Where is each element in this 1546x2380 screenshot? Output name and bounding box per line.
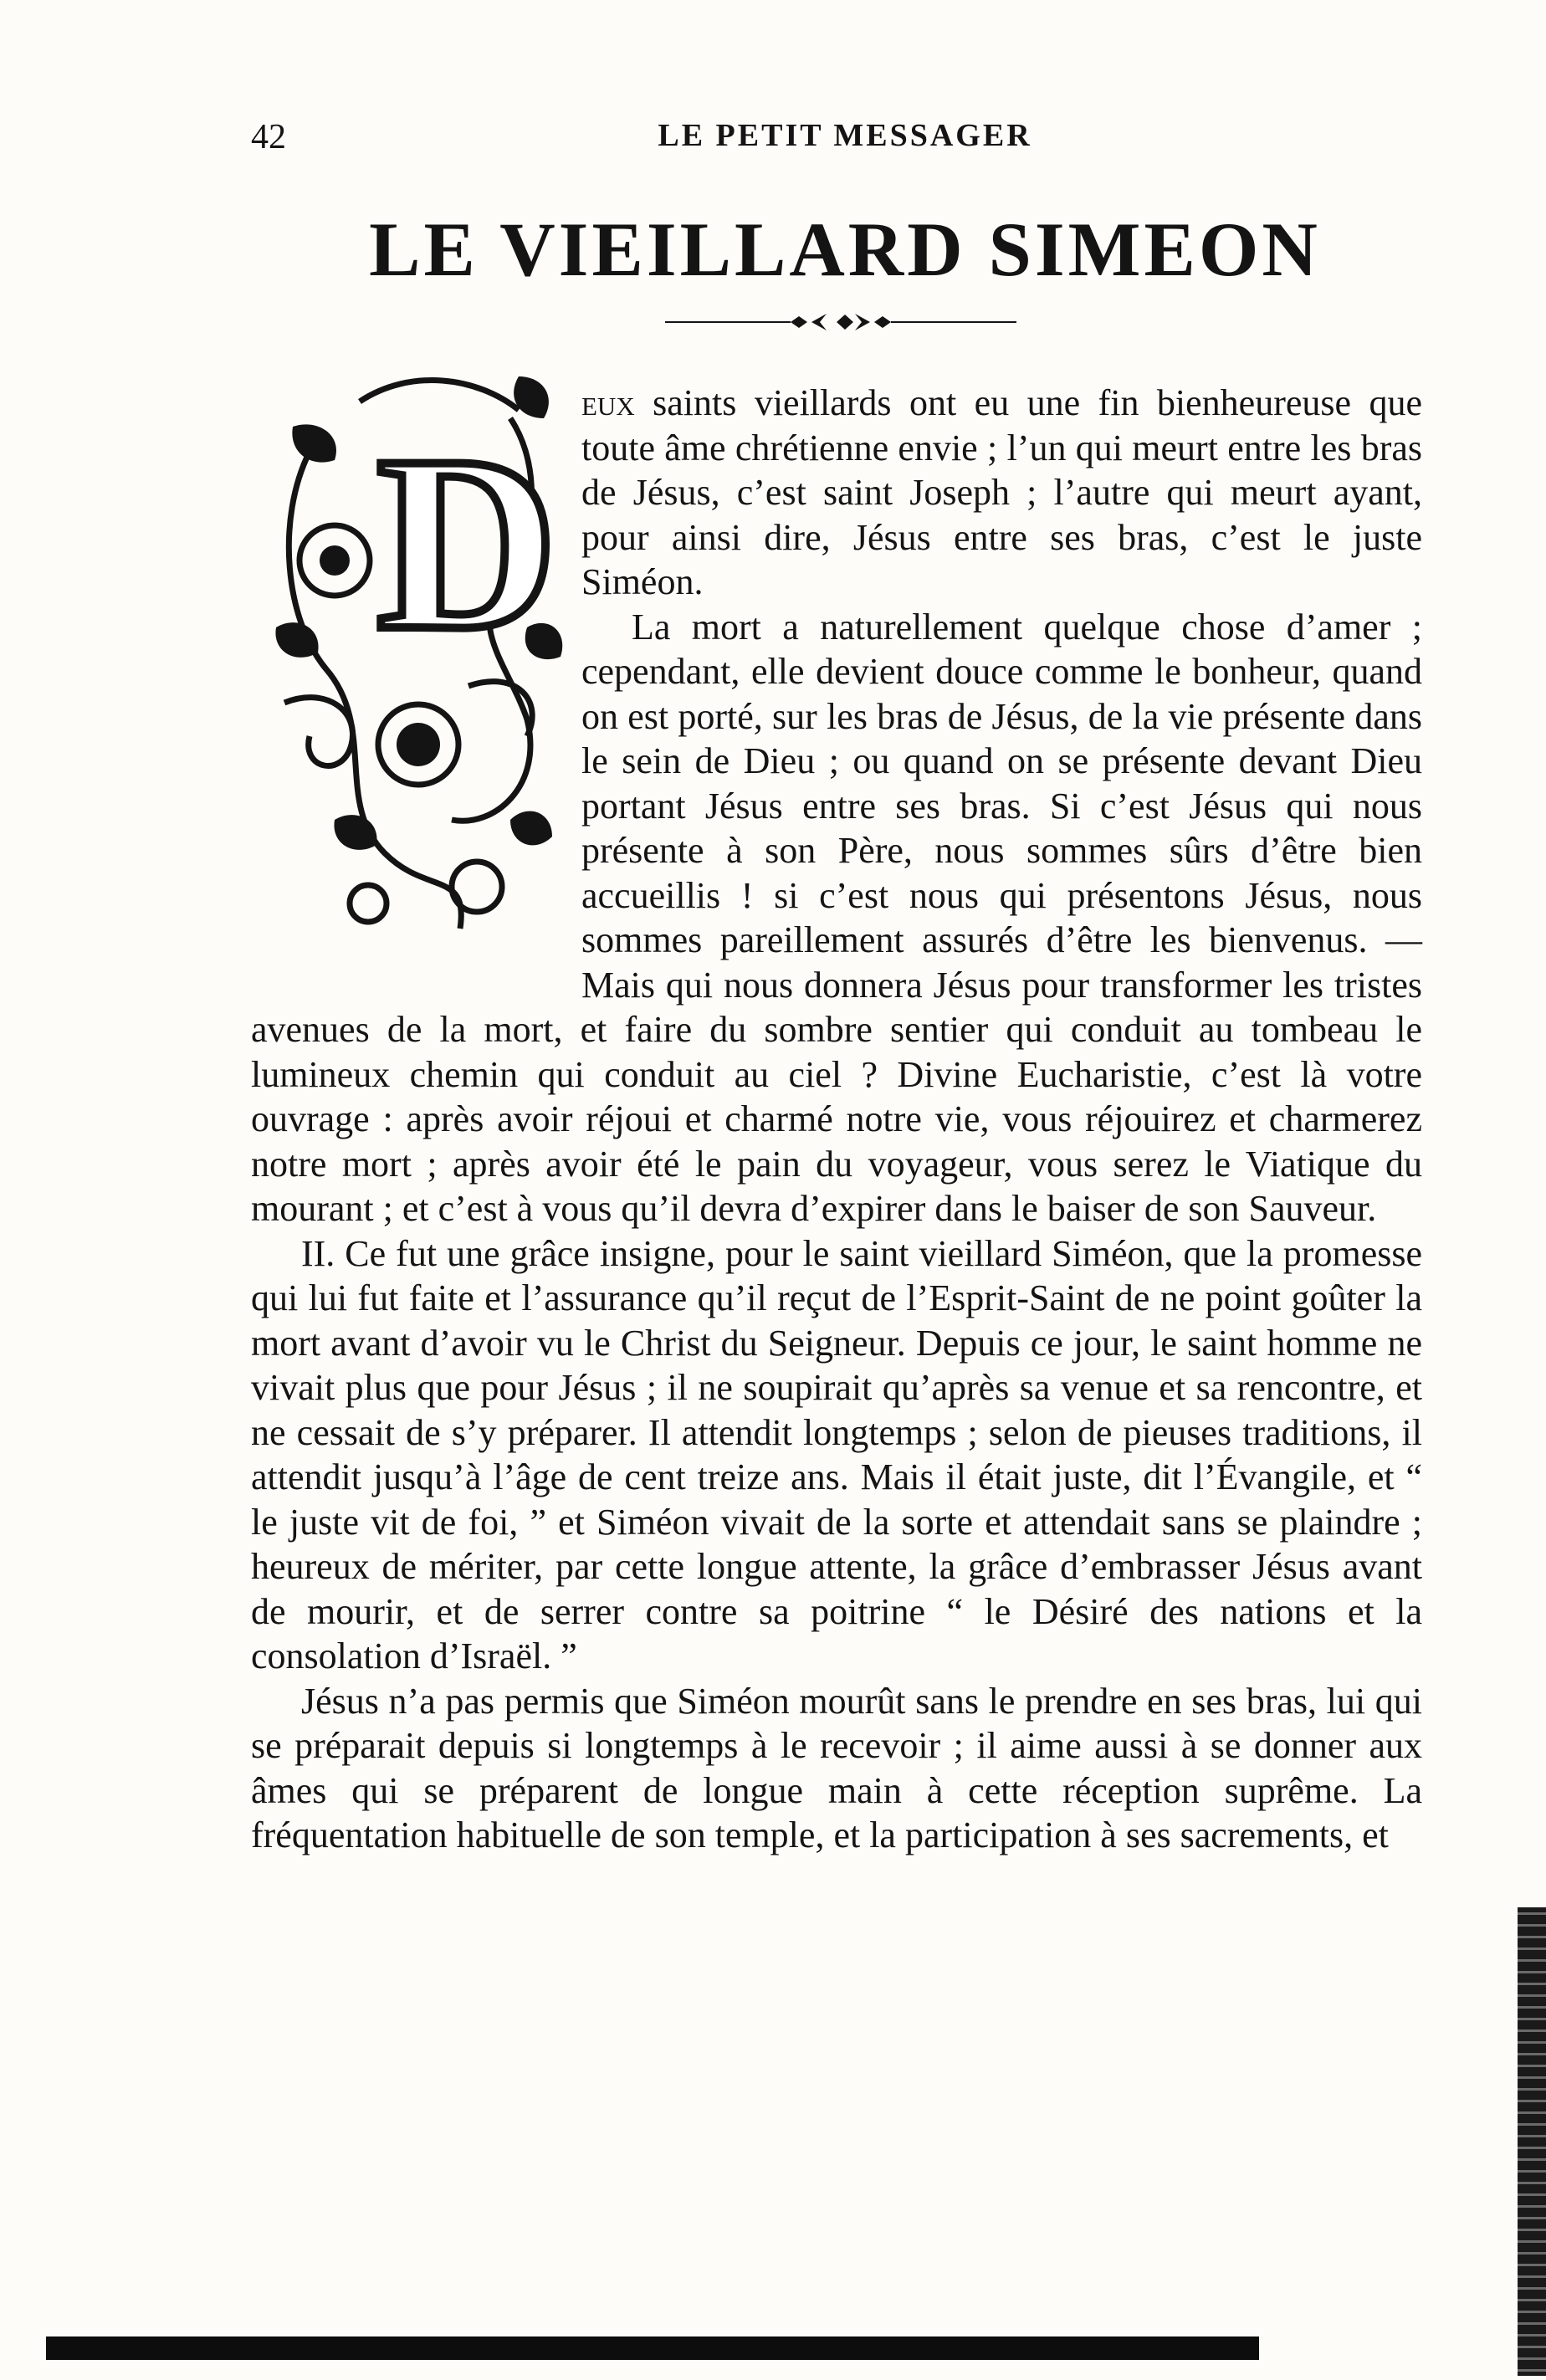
title-ornament [665, 310, 1016, 335]
initial-space [251, 381, 581, 979]
paragraph-2: La mort a naturellement quelque chose d’amer ; cependant, elle devient douce comme le bonheur, quand on est porté, sur les bras de Jésus, de la vie présente dans le sein de Dieu ; ou quand on se présente devant Dieu portant Jésus entre ses bras. Si c’est Jésus qui nous présente à son Père, nous sommes sûrs d’être bien accueillis ! si c’est nous qui présentons Jésus, nous sommes pareillement assurés d’être les bienvenus. — Mais qui nous donnera Jésus pour transformer les tristes avenues de la mort, et faire du sombre sentier qui conduit au tombeau le lumineux chemin qui conduit au ciel ? Divine Eucharistie, c’est là votre ouvrage : après avoir réjoui et charmé notre vie, vous réjouirez et charmerez notre mort ; après avoir été le pain du voyageur, vous serez le Viatique du mourant ; et c’est à vous qu’il devra d’expirer dans le baiser de son Sauveur. [251, 606, 1422, 1229]
article-body [251, 381, 1422, 1858]
paragraph-4: Jésus n’a pas permis que Siméon mourût sans le prendre en ses bras, lui qui se préparait depuis si longtemps à le recevoir ; il aime aussi à se donner aux âmes qui se préparent de longue main à cette réception suprême. La fréquentation habituelle de son temple, et la participation à ses sacrements, et [251, 1680, 1422, 1855]
running-head: LE PETIT MESSAGER [658, 118, 1032, 153]
paragraph-1-text: saints vieillards ont eu une fin bienheureuse que toute âme chrétienne envie ; l’un qui meurt entre les bras de Jésus, c’est saint Joseph ; l’autre qui meurt ayant, pour ainsi dire, Jésus entre ses bras, c’est le juste Siméon. [581, 382, 1422, 602]
page-header [251, 117, 1439, 167]
scan-edge-right [1518, 1907, 1546, 2376]
drop-cap-letter: D [376, 404, 558, 682]
page-number: 42 [251, 118, 286, 156]
scan-edge-bar [46, 2336, 1259, 2360]
lead-in: eux [581, 382, 635, 423]
paragraph-1 [251, 381, 1422, 605]
paragraph-3: II. Ce fut une grâce insigne, pour le saint vieillard Siméon, que la promesse qui lui fut faite et l’assurance qu’il reçut de l’Esprit-Saint de ne point goûter la mort avant d’avoir vu le Christ du Seigneur. Depuis ce jour, le saint homme ne vivait plus que pour Jésus ; il ne soupirait qu’après sa venue et sa rencontre, et ne cessait de s’y préparer. Il attendit longtemps ; selon de pieuses traditions, il attendit jusqu’à l’âge de cent treize ans. Mais il était juste, dit l’Évangile, et “ le juste vit de foi, ” et Siméon vivait de la sorte et attendait sans se plaindre ; heureux de mériter, par cette longue attente, la grâce d’embrasser Jésus avant de mourir, et de serrer contre sa poitrine “ le Désiré des nations et la consolation d’Israël. ” [251, 1232, 1422, 1676]
article-title: LE VIEILLARD SIMEON [369, 207, 1321, 292]
